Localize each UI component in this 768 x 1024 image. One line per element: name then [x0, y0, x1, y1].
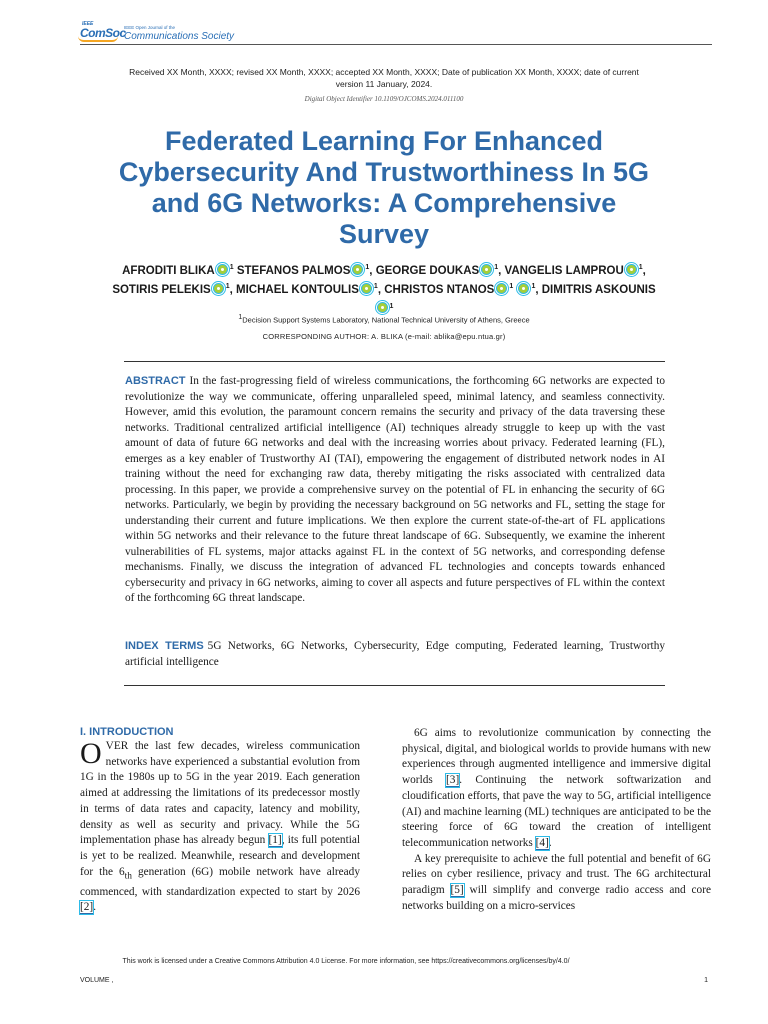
orcid-icon[interactable]: [213, 283, 224, 294]
orcid-icon[interactable]: [481, 264, 492, 275]
author-affil-sup: 1: [531, 283, 536, 291]
author-affil-sup: 1: [638, 264, 643, 271]
author-name: SOTIRIS PELEKIS: [112, 284, 211, 297]
author-name: GEORGE DOUKAS: [375, 264, 480, 277]
corresponding-author: CORRESPONDING AUTHOR: A. BLIKA (e-mail: ablika@epu.ntua.gr): [262, 332, 506, 341]
abstract-label: ABSTRACT: [125, 375, 186, 387]
citation-link[interactable]: [1]: [268, 834, 282, 847]
author-affil-sup: 1: [229, 264, 234, 271]
volume-label: VOLUME ,: [80, 977, 114, 984]
author-name: CHRISTOS NTANOS: [384, 284, 495, 297]
author-list: AFRODITI BLIKA $^1$ STEFANOS PALMOS $^1$, GEORGE DOUKAS $^1$, VANGELIS LAMPROU $^1$, SOTIRIS PELEKIS $^1$, MICHAEL KONTOULIS $^1$, CHRISTOS NTANOS $^1$ $^1$, DIMITRIS ASKOUNIS$^1$: [110, 260, 658, 318]
comsoc-logo-mark: [80, 21, 126, 40]
citation-link[interactable]: [3]: [446, 774, 460, 787]
author-name: DIMITRIS ASKOUNIS: [541, 284, 656, 297]
drop-cap: O: [80, 737, 102, 770]
ieee-mark: IEEE: [82, 21, 94, 27]
author-affil-sup: 1: [494, 264, 499, 271]
intro-p1-tail: .: [93, 901, 97, 914]
author-name: AFRODITI BLIKA: [122, 264, 215, 277]
orcid-icon[interactable]: [217, 264, 228, 275]
author-name: VANGELIS LAMPROU: [504, 264, 624, 277]
intro-p2-start: 6G aims to revolutionize communication by connecting the physical, digital, and biological worlds to provide humans with new experiences through augmented intelligence and immersive digital worlds: [402, 727, 711, 787]
logo-arc-icon: [78, 36, 118, 42]
orcid-icon[interactable]: [361, 283, 372, 294]
affiliation-sup: 1: [238, 314, 243, 321]
left-column: [80, 726, 360, 916]
paper-title: Federated Learning For Enhanced Cybersecurity And Trustworthiness In 5G and 6G Networks: A Comprehensive Survey: [118, 126, 650, 249]
intro-p3-end: will simplify and converge radio access and core networks building on a micro-services: [402, 884, 711, 912]
intro-p2-mid: . Continuing the network softwarization and cloudification efforts, that pave the way to 5G, artificial intelligence (AI) and machine learning (ML) techniques are anticipated to be the steering force of 6G toward the creation of intelligent telecommunication networks: [402, 774, 711, 849]
doi-line: Digital Object Identifier 10.1109/OJCOMS.2024.011100: [304, 95, 464, 103]
section-heading: I. INTRODUCTION: [80, 726, 174, 738]
page-number: 1: [704, 977, 708, 984]
abstract: [125, 374, 665, 607]
citation-link[interactable]: [2]: [80, 901, 94, 914]
journal-logo: [80, 21, 235, 44]
intro-p1-subscript: th: [124, 870, 132, 881]
intro-p3-start: A key prerequisite to achieve the full potential and benefit of 6G relies on cyber resilience, privacy and trust. The 6G architectural paradigm: [402, 852, 711, 897]
author-affil-sup: 1: [389, 302, 394, 310]
author-name: STEFANOS PALMOS: [236, 264, 351, 277]
orcid-icon[interactable]: [377, 302, 388, 313]
affiliation: [110, 314, 658, 325]
citation-link[interactable]: [5]: [450, 884, 464, 897]
abstract-bottom-rule: [124, 685, 665, 686]
intro-p1-start: VER the last few decades, wireless communication networks have experienced a substantial evolution from 1G in the 1980s up to 5G in the year 2019. Each generation aimed at addressing the limitations of its predecessor mostly in terms of data rates and capacity, latency and mobility, density as well as security and privacy. While the 5G implementation phase has already begun: [80, 740, 360, 847]
author-name: MICHAEL KONTOULIS: [236, 284, 359, 297]
author-affil-sup: 1: [509, 283, 514, 291]
header-divider: [80, 44, 712, 45]
received-dates: Received XX Month, XXXX; revised XX Month, XXXX; accepted XX Month, XXXX; Date of publication XX Month, XXXX; date of current version 11 January, 2024.: [129, 67, 639, 89]
comsoc-wordmark: ComSoc: [80, 26, 126, 40]
journal-name-line: IEEE Open Journal of the: [124, 25, 176, 30]
index-terms: [125, 639, 665, 670]
intro-p2-end: .: [548, 836, 552, 849]
author-affil-sup: 1: [225, 283, 230, 291]
license-notice: This work is licensed under a Creative Commons Attribution 4.0 License. For more information, see https://creativecommons.org/licenses/by/4.0/: [122, 958, 570, 965]
society-name-line: Communications Society: [124, 31, 235, 42]
author-affil-sup: 1: [365, 264, 370, 271]
author-affil-sup: 1: [373, 283, 378, 291]
intro-paragraph-2: [402, 726, 711, 852]
orcid-icon[interactable]: [626, 264, 637, 275]
intro-paragraph-3: [402, 852, 711, 915]
orcid-icon[interactable]: [352, 264, 363, 275]
orcid-icon[interactable]: [496, 283, 507, 294]
affiliation-text: Decision Support Systems Laboratory, National Technical University of Athens, Greece: [242, 315, 530, 325]
right-column: [402, 726, 711, 914]
intro-p1-end: generation (6G) mobile network have already commenced, with standardization expected to start by 2026: [80, 865, 360, 898]
intro-p1-mid: , its full potential is yet to be realized. Meanwhile, research and development for the 6: [80, 834, 361, 878]
abstract-text: In the fast-progressing field of wireless communications, the forthcoming 6G networks are expected to revolutionize the way we communicate, offering unparalleled speed, minimal latency, and seamless connectivity. However, amid this evolution, the paramount concern remains the security and privacy of the data traversing these networks. Traditional centralized artificial intelligence (AI) techniques already struggle to keep up with the vast amount of data of future 6G networks and deal with the increasing worries about privacy. Federated learning (FL), emerges as a key enabler of Trustworthy AI (TAI), empowering the engagement of distributed network nodes in AI training without the need for exchanging raw data, thereby mitigating the risks associated with centralized data processing. In this paper, we provide a comprehensive survey on the potential of FL in enhancing the security of 6G networks. Particularly, we begin by providing the necessary background on 5G networks and FL, setting the stage for understanding their current and future implications. We then explore the current state-of-the-art of FL applications within 5G networks and their relevance to the future threat landscape of 6G. Subsequently, we examine the inherent vulnerabilities of FL systems, major attacks against FL in the context of 5G networks, and corresponding defense mechanisms. Finally, we discuss the integration of advanced FL technologies and concepts towards enhanced cybersecurity and privacy in 6G networks, aiming to cover all aspects and future perspectives of FL within the context of the forthcoming 6G threat landscape.: [125, 375, 665, 604]
abstract-top-rule: [124, 361, 665, 362]
index-terms-text: 5G Networks, 6G Networks, Cybersecurity, Edge computing, Federated learning, Trustworthy artificial intelligence: [125, 640, 665, 668]
index-terms-label: INDEX TERMS: [125, 640, 204, 652]
orcid-icon[interactable]: [518, 283, 529, 294]
intro-paragraph-1: [80, 739, 360, 916]
citation-link[interactable]: [4]: [535, 836, 549, 849]
